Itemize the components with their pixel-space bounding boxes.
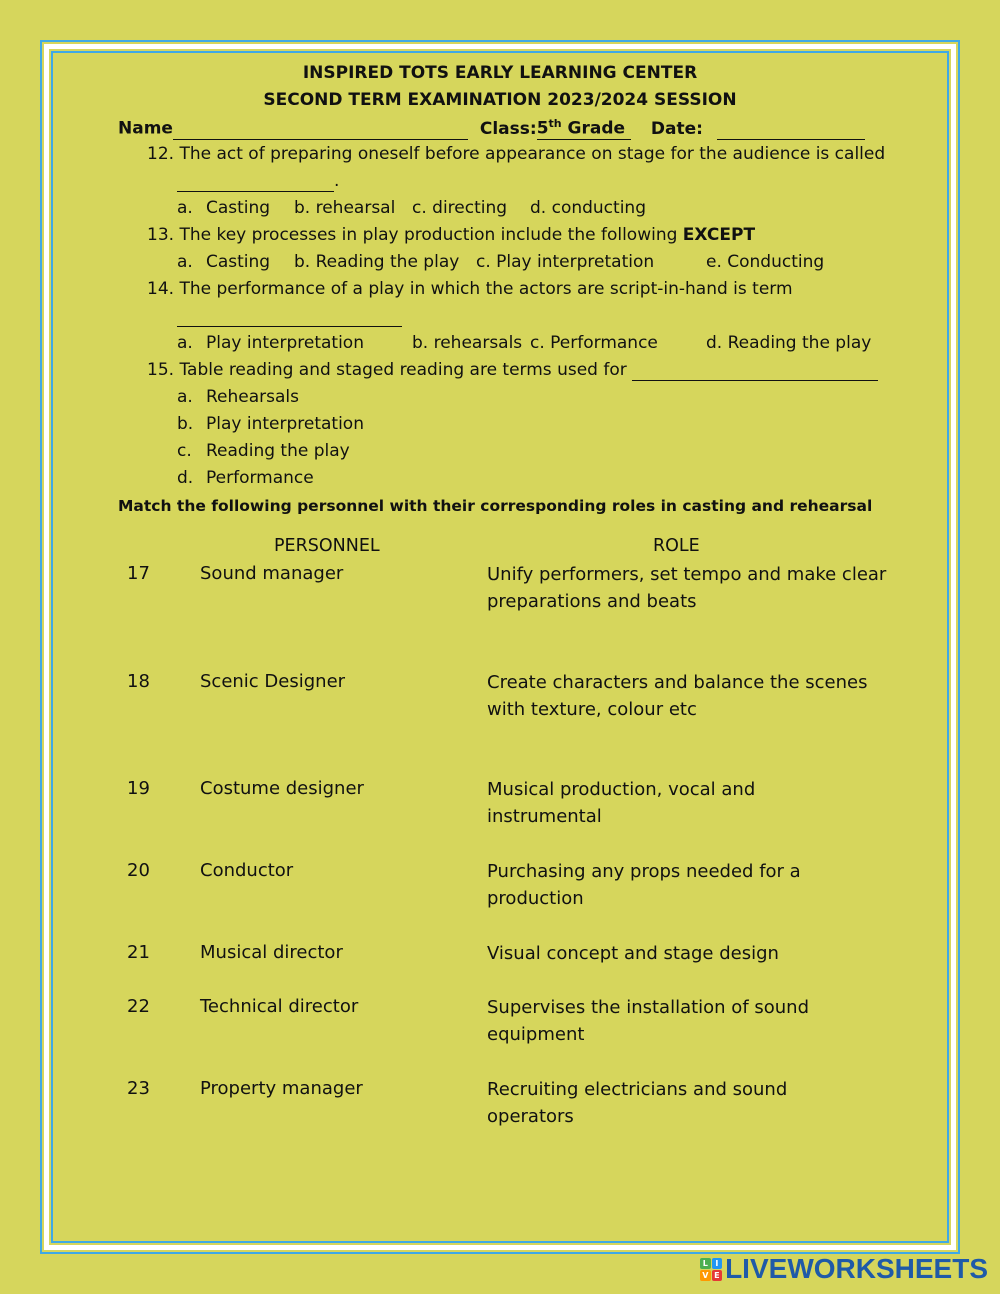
question-text: The performance of a play in which the actors are script-in-hand is term <box>179 279 793 299</box>
option-b[interactable]: b. Reading the play <box>294 252 460 272</box>
question-text: The key processes in play production include the following <box>179 225 683 245</box>
question-number: 14. <box>147 279 175 299</box>
option-a[interactable]: Rehearsals <box>206 387 300 407</box>
row-number: 21 <box>127 942 150 963</box>
option-letter-d: d. <box>177 468 194 488</box>
role-item[interactable]: Create characters and balance the scenes with texture, colour etc <box>487 672 868 720</box>
logo-mark-letter: V <box>700 1270 711 1281</box>
role-item[interactable]: Purchasing any props needed for a production <box>487 861 801 909</box>
question-text: The act of preparing oneself before appearance on stage for the audience is called <box>179 144 886 164</box>
class-grade-word: Grade <box>561 118 631 139</box>
question-15 <box>147 360 878 381</box>
personnel-item[interactable]: Technical director <box>200 996 359 1017</box>
row-number: 19 <box>127 778 150 799</box>
option-letter: a. <box>177 252 193 272</box>
exam-title: SECOND TERM EXAMINATION 2023/2024 SESSION <box>263 90 737 110</box>
school-title: INSPIRED TOTS EARLY LEARNING CENTER <box>302 63 698 83</box>
answer-blank[interactable] <box>632 360 878 381</box>
liveworksheets-logo-icon <box>700 1258 722 1280</box>
row-number: 20 <box>127 860 150 881</box>
column-header-personnel: PERSONNEL <box>274 536 380 556</box>
logo-mark-letter: E <box>712 1270 723 1281</box>
answer-blank[interactable] <box>177 306 402 327</box>
option-c[interactable]: c. Performance <box>530 333 658 353</box>
option-c[interactable]: Reading the play <box>206 441 350 461</box>
column-header-role: ROLE <box>653 536 700 556</box>
blank-tail: . <box>334 171 340 191</box>
personnel-item[interactable]: Sound manager <box>200 563 344 584</box>
logo-mark-letter: L <box>700 1258 711 1269</box>
answer-blank[interactable] <box>177 171 334 192</box>
personnel-item[interactable]: Scenic Designer <box>200 671 346 692</box>
option-letter-a: a. <box>177 387 193 407</box>
personnel-item[interactable]: Property manager <box>200 1078 363 1099</box>
role-item[interactable]: Musical production, vocal and instrumental <box>487 779 756 827</box>
personnel-item[interactable]: Musical director <box>200 942 343 963</box>
name-blank[interactable] <box>173 119 468 140</box>
name-label: Name <box>118 118 173 139</box>
question-12 <box>147 144 885 164</box>
option-c[interactable]: c. directing <box>412 198 508 218</box>
option-a[interactable]: Play interpretation <box>206 333 364 353</box>
option-d[interactable]: d. Reading the play <box>706 333 872 353</box>
option-a[interactable]: Casting <box>206 198 271 218</box>
row-number: 22 <box>127 996 150 1017</box>
student-info-line <box>118 117 865 140</box>
role-item[interactable]: Visual concept and stage design <box>487 943 779 964</box>
question-12-answer-line <box>177 171 339 192</box>
option-letter-c: c. <box>177 441 192 461</box>
liveworksheets-logo-text: LIVEWORKSHEETS <box>725 1253 988 1284</box>
question-emphasis: EXCEPT <box>682 225 756 245</box>
class-grade-number: 5 <box>536 118 549 139</box>
option-b[interactable]: Play interpretation <box>206 414 364 434</box>
option-b[interactable]: b. rehearsals <box>412 333 523 353</box>
question-13 <box>147 225 755 245</box>
option-c[interactable]: c. Play interpretation <box>476 252 655 272</box>
row-number: 17 <box>127 563 150 584</box>
option-letter: a. <box>177 333 193 353</box>
question-text: Table reading and staged reading are terms used for <box>179 360 627 380</box>
personnel-item[interactable]: Costume designer <box>200 778 364 799</box>
question-14-answer-line <box>177 306 402 327</box>
role-item[interactable]: Recruiting electricians and sound operators <box>487 1079 788 1127</box>
row-number: 18 <box>127 671 150 692</box>
class-grade-suffix: th <box>548 117 562 130</box>
role-item[interactable]: Unify performers, set tempo and make clear preparations and beats <box>487 564 887 612</box>
personnel-item[interactable]: Conductor <box>200 860 294 881</box>
question-number: 12. <box>147 144 175 164</box>
question-14 <box>147 279 793 299</box>
option-letter: a. <box>177 198 193 218</box>
liveworksheets-logo[interactable] <box>700 1254 988 1284</box>
date-blank[interactable] <box>717 119 865 140</box>
option-a[interactable]: Casting <box>206 252 271 272</box>
question-number: 13. <box>147 225 175 245</box>
option-letter-b: b. <box>177 414 194 434</box>
class-value <box>537 117 631 140</box>
date-label: Date: <box>650 118 703 139</box>
class-label: Class: <box>479 118 537 139</box>
option-d[interactable]: Performance <box>206 468 314 488</box>
option-d[interactable]: d. conducting <box>530 198 646 218</box>
role-item[interactable]: Supervises the installation of sound equipment <box>487 997 810 1045</box>
logo-mark-letter: I <box>712 1258 723 1269</box>
row-number: 23 <box>127 1078 150 1099</box>
question-number: 15. <box>147 360 175 380</box>
option-b[interactable]: b. rehearsal <box>294 198 396 218</box>
match-instruction: Match the following personnel with their corresponding roles in casting and rehearsal <box>118 497 873 515</box>
option-e[interactable]: e. Conducting <box>706 252 825 272</box>
